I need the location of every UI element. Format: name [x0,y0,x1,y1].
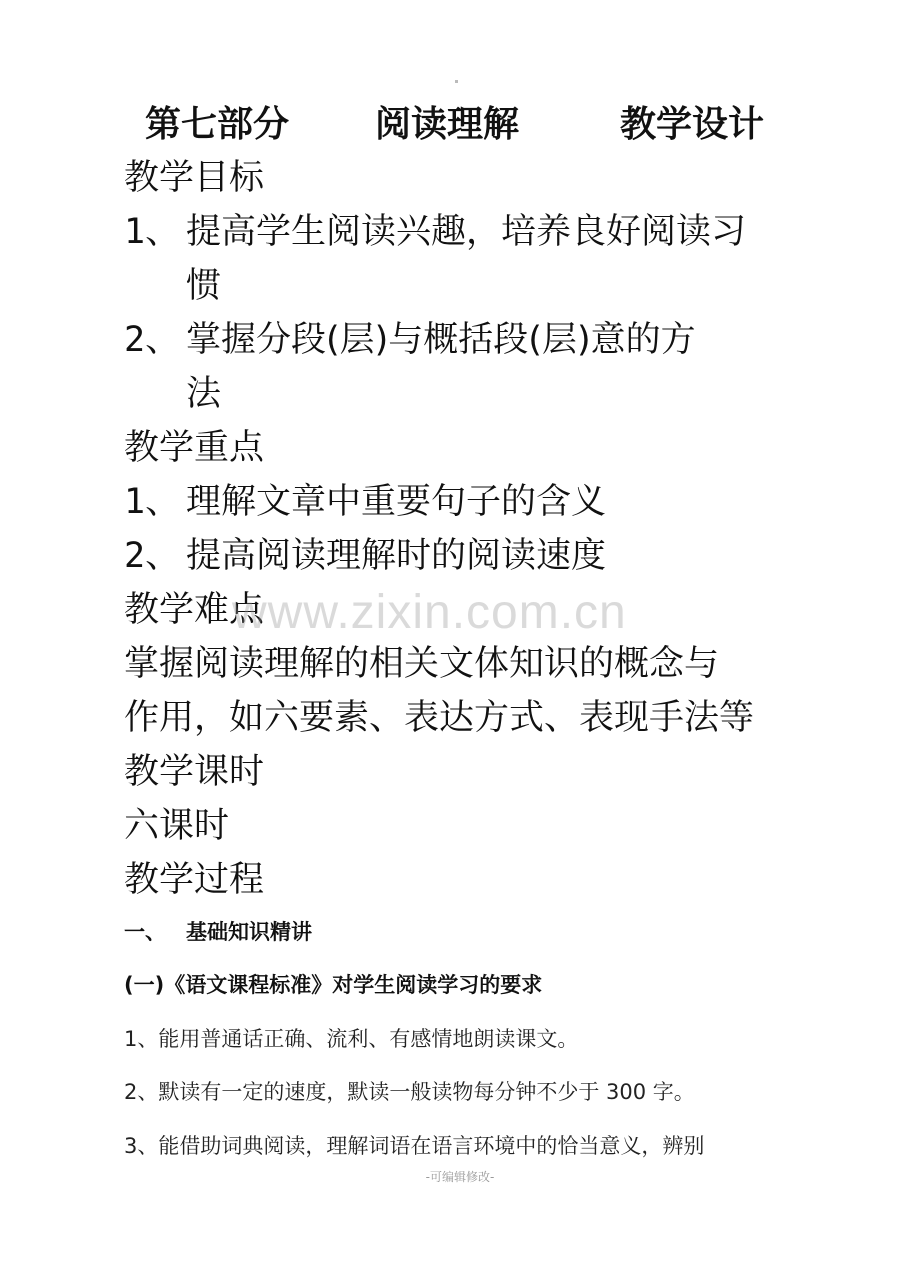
key-point-1-number: 1、 [124,482,181,522]
subsection-heading: (一)《语文课程标准》对学生阅读学习的要求 [124,973,543,997]
page-footer: -可编辑修改- [425,1170,495,1184]
goal-2-line-1: 掌握分段(层)与概括段(层)意的方 [186,320,696,360]
document-title [0,96,920,152]
title-part: 第七部分 [145,103,290,145]
key-point-2-text: 提高阅读理解时的阅读速度 [186,536,607,576]
key-points-heading: 教学重点 [124,428,265,468]
key-point-2-number: 2、 [124,536,181,576]
difficulty-line-1: 掌握阅读理解的相关文体知识的概念与 [124,644,720,684]
difficulty-line-2: 作用，如六要素、表达方式、表现手法等 [124,698,755,738]
requirement-3: 3、能借助词典阅读，理解词语在语言环境中的恰当意义，辨别 [124,1134,705,1158]
goal-1-line-2: 惯 [186,266,222,306]
requirement-2: 2、默读有一定的速度，默读一般读物每分钟不少于 300 字。 [124,1080,695,1104]
goal-2-line-2: 法 [186,374,222,414]
page-marker-dot [455,80,458,83]
section-number: 一、 [124,920,166,944]
section-heading [124,917,312,947]
goals-heading: 教学目标 [124,158,265,198]
hours-value: 六课时 [124,806,230,846]
difficulty-heading: 教学难点 [124,590,265,630]
title-kind: 教学设计 [620,103,765,145]
section-title: 基础知识精讲 [186,920,312,944]
hours-heading: 教学课时 [124,752,265,792]
goal-1-number: 1、 [124,212,181,252]
title-topic: 阅读理解 [375,103,520,145]
goal-1-line-1: 提高学生阅读兴趣，培养良好阅读习 [186,212,747,252]
requirement-1: 1、能用普通话正确、流利、有感情地朗读课文。 [124,1027,579,1051]
goal-2-number: 2、 [124,320,181,360]
watermark: www.zixin.com.cn [232,586,627,639]
process-heading: 教学过程 [124,860,265,900]
key-point-1-text: 理解文章中重要句子的含义 [186,482,607,522]
